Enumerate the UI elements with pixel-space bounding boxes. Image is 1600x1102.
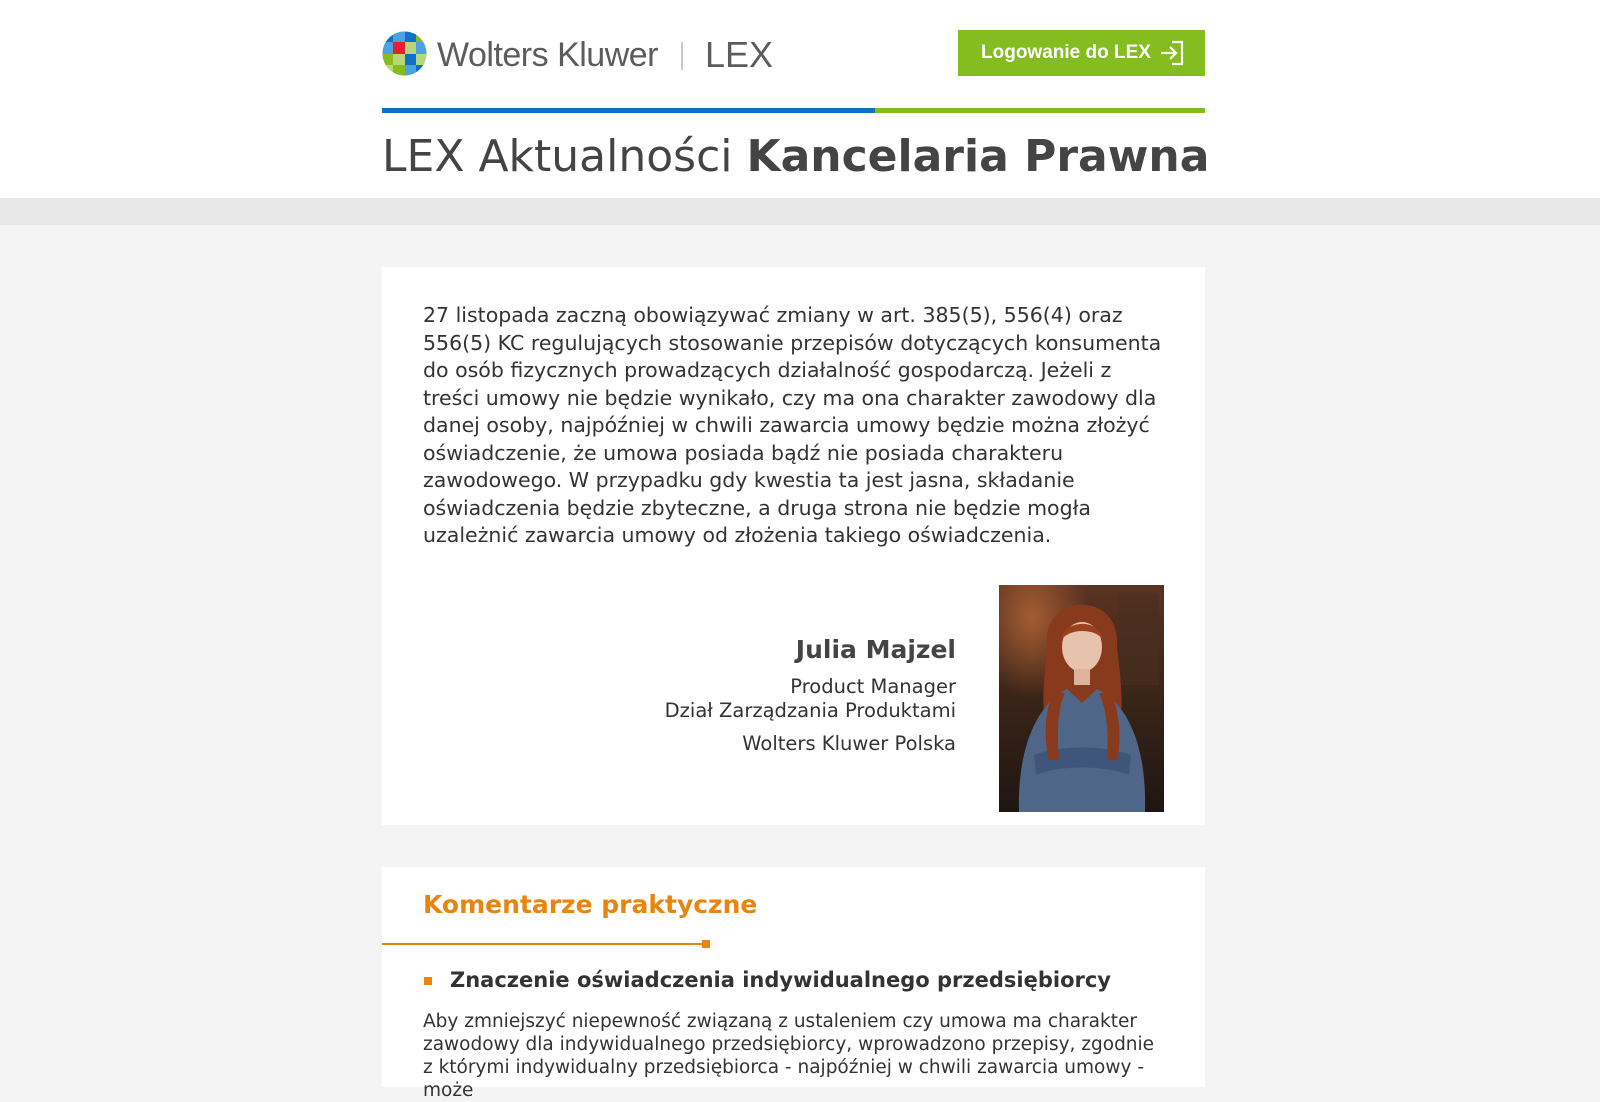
login-arrow-icon xyxy=(1159,40,1185,66)
login-button[interactable] xyxy=(958,30,1205,76)
product-name: LEX xyxy=(705,34,774,75)
comments-card xyxy=(382,867,1205,1101)
author-photo xyxy=(999,585,1164,812)
title-light: LEX Aktualności xyxy=(382,131,747,182)
header xyxy=(382,30,1205,76)
author-department: Dział Zarządzania Produktami xyxy=(664,699,956,722)
email-header-area xyxy=(0,0,1600,198)
divider-green xyxy=(875,108,1205,113)
author-block xyxy=(665,635,956,756)
comment-item-body: Aby zmniejszyć niepewność związaną z ustaleniem czy umowa ma charakter zawodowy dla indywidualnego przedsiębiorcy, wprowadzono przepisy, zgodnie z którymi indywidualny przedsiębiorca - najpóźniej w chwili zawarcia umowy - może xyxy=(423,1011,1155,1101)
author-name: Julia Majzel xyxy=(795,635,956,664)
article-card xyxy=(382,267,1205,825)
bullet-square-icon xyxy=(424,977,432,985)
wolters-kluwer-logo-icon xyxy=(382,31,427,76)
title-bold: Kancelaria Prawna xyxy=(746,131,1210,182)
brand-separator xyxy=(681,42,683,70)
comment-item-title[interactable]: Znaczenie oświadczenia indywidualnego przedsiębiorcy xyxy=(450,968,1111,992)
divider-blue xyxy=(382,108,875,113)
header-divider xyxy=(382,108,1205,113)
login-button-label: Logowanie do LEX xyxy=(981,42,1151,63)
author-role: Product Manager xyxy=(790,675,956,698)
section-underline xyxy=(382,943,709,945)
author-company: Wolters Kluwer Polska xyxy=(742,732,956,755)
header-gray-band xyxy=(0,198,1600,225)
brand-name: Wolters Kluwer xyxy=(437,36,658,74)
section-heading: Komentarze praktyczne xyxy=(423,890,758,919)
article-text: 27 listopada zaczną obowiązywać zmiany w art. 385(5), 556(4) oraz 556(5) KC regulujących stosowanie przepisów dotyczących konsumenta do osób fizycznych prowadzących działalność gospodarczą. Jeżeli z treści umowy nie będzie wynikało, czy ma ona charakter zawodowy dla danej osoby, najpóźniej w chwili zawarcia umowy będzie można złożyć oświadczenie, że umowa posiada bądź nie posiada charakteru zawodowego. W przypadku gdy kwestia ta jest jasna, składanie oświadczenia będzie zbyteczne, a druga strona nie będzie mogła uzależnić zawarcia umowy od złożenia takiego oświadczenia. xyxy=(423,303,1162,547)
newsletter-title xyxy=(382,128,1210,186)
